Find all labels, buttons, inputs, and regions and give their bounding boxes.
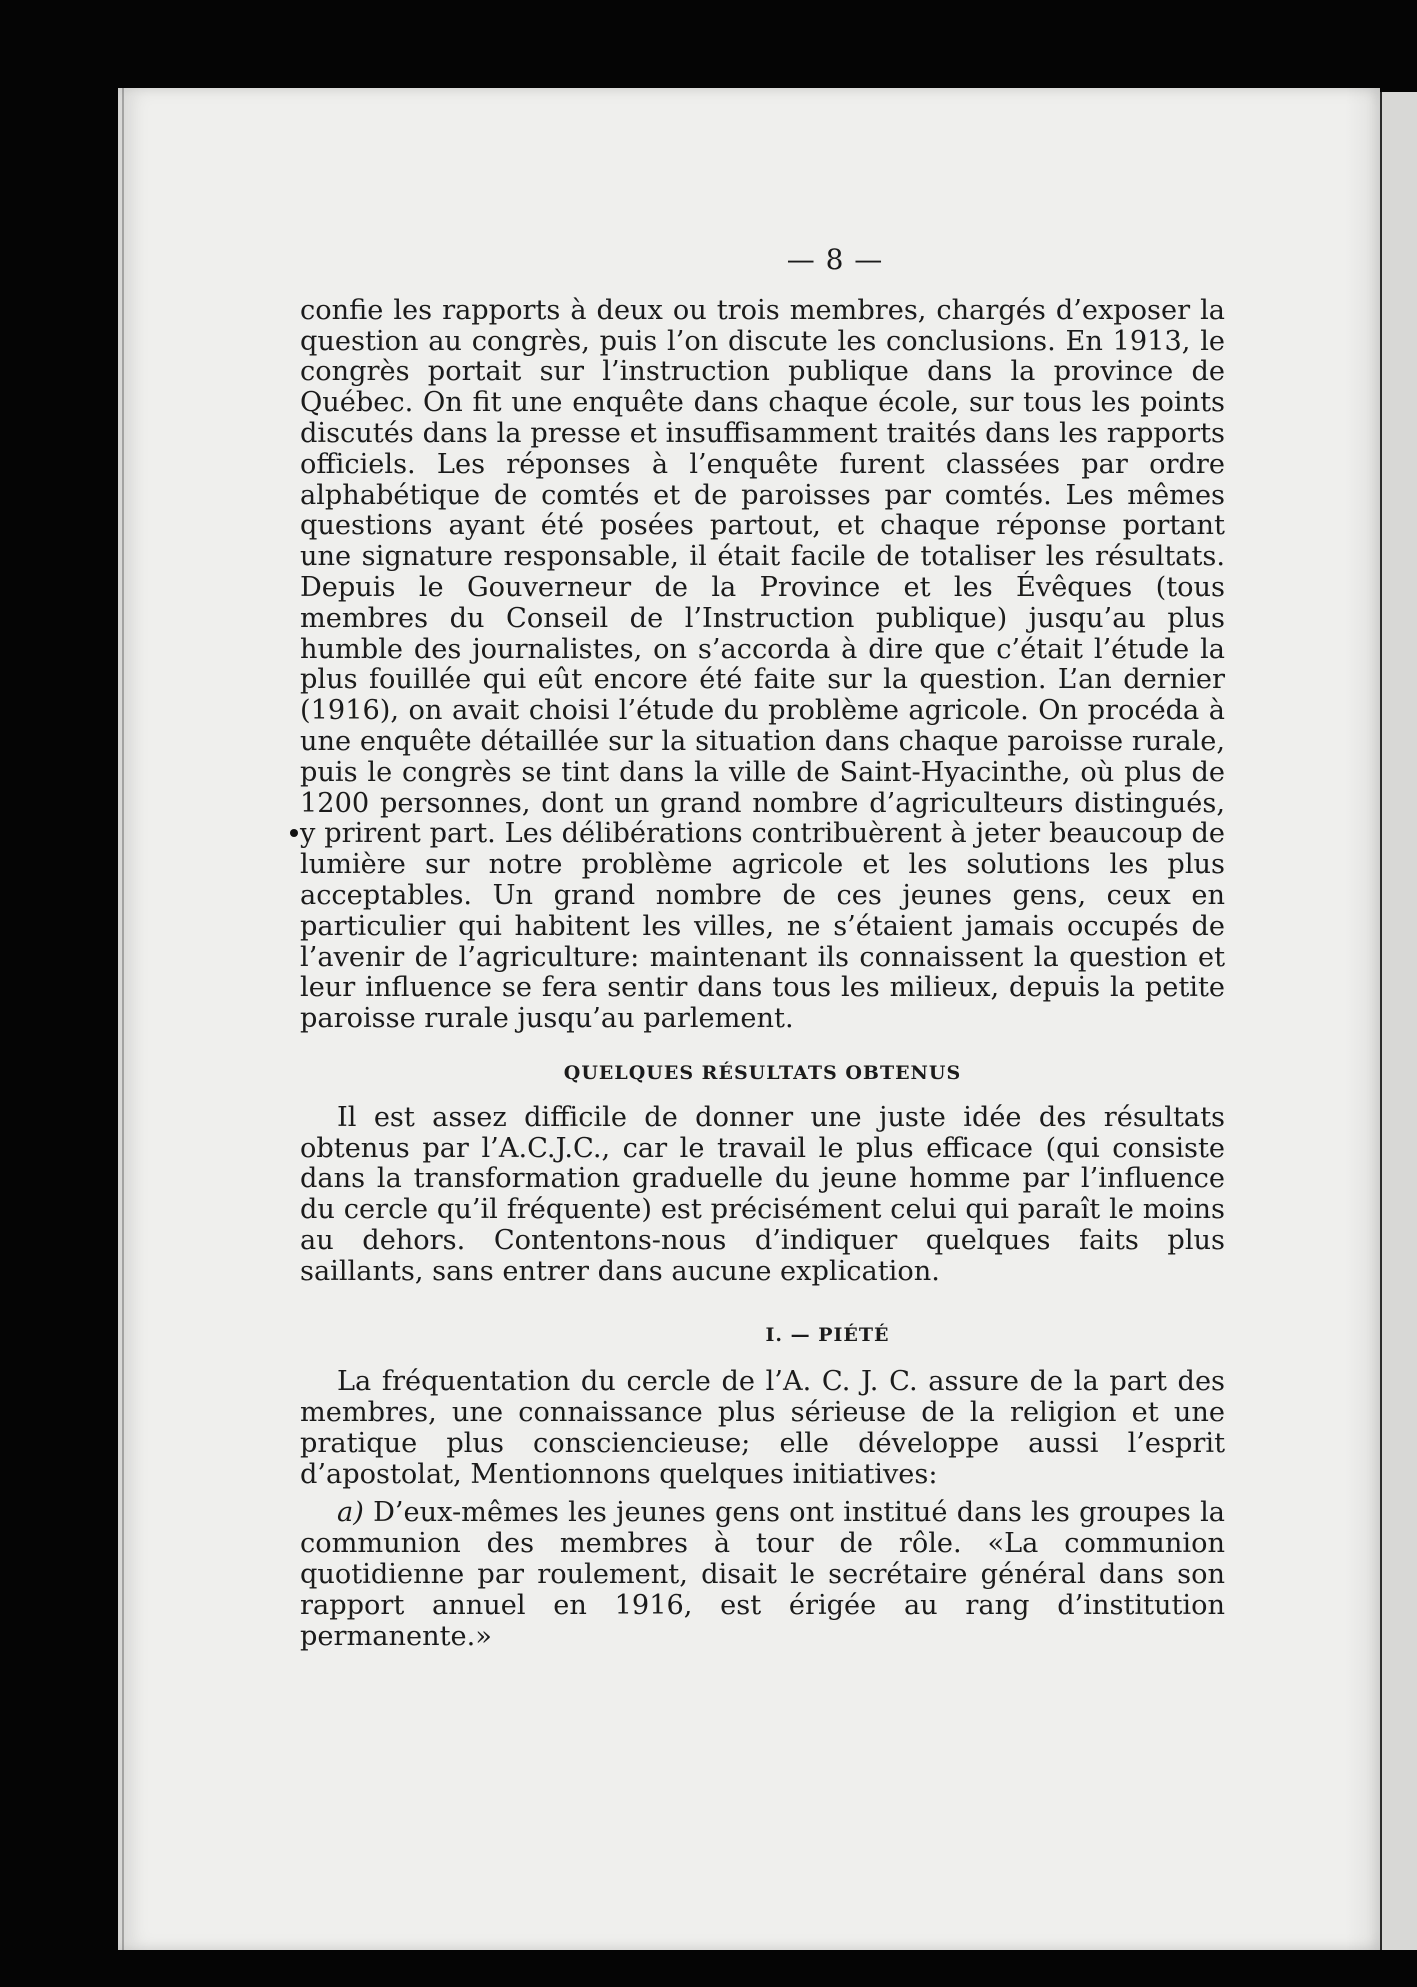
paragraph-results: Il est assez difficile de donner une juste idée des résultats obtenus par l’A.C.J.C., car le travail le plus efficace (qui consiste dans la transformation graduelle du jeune homme par l’influence du cercle qu’il fréquente) est précisément celui qui paraît le moins au dehors. Contentons-nous d’indiquer quelques faits plus saillants, sans entrer dans aucune explication. <box>300 1101 1225 1287</box>
adjacent-page-edge <box>1380 92 1417 1950</box>
section-heading-piete: I. — PIÉTÉ <box>765 1323 890 1346</box>
page-content <box>300 245 1225 1652</box>
section-heading-results: QUELQUES RÉSULTATS OBTENUS <box>563 1061 962 1084</box>
page-number: — 8 — <box>786 243 884 276</box>
list-marker-a: a) <box>337 1497 364 1529</box>
paragraph-congres: confie les rapports à deux ou trois membres, chargés d’exposer la question au congrès, puis l’on discute les conclusions. En 1913, le congrès portait sur l’instruction publique dans la province de Québec. On fit une enquête dans chaque école, sur tous les points discutés dans la presse et insuffisamment traités dans les rapports officiels. Les réponses à l’enquête furent classées par ordre alphabétique de comtés et de paroisses par comtés. Les mêmes questions ayant été posées partout, et chaque réponse portant une signature responsable, il était facile de totaliser les résultats. Depuis le Gouverneur de la Province et les Évêques (tous membres du Conseil de l’Instruction publique) jusqu’au plus humble des journalistes, on s’accorda à dire que c’était l’étude la plus fouillée qui eût encore été faite sur la question. L’an dernier (1916), on avait choisi l’étude du problème agricole. On procéda à une enquête détaillée sur la situation dans chaque paroisse rurale, puis le congrès se tint dans la ville de Saint-Hyacinthe, où plus de 1200 personnes, dont un grand nombre d’agriculteurs distingués, y prirent part. Les délibérations contribuèrent à jeter beaucoup de lumière sur notre problème agricole et les solutions les plus acceptables. Un grand nombre de ces jeunes gens, ceux en particulier qui habitent les villes, ne s’étaient jamais occupés de l’avenir de l’agriculture: maintenant ils connaissent la question et leur influence se fera sentir dans tous les milieux, depuis la petite paroisse rurale jusqu’au parlement. <box>300 294 1225 1035</box>
page-left-edge <box>122 88 124 1950</box>
paragraph-piete: La fréquentation du cercle de l’A. C. J. C. assure de la part des membres, une connaissance plus sérieuse de la religion et une pratique plus consciencieuse; elle développe aussi l’esprit d’apostolat, Mentionnons quelques initiatives: <box>300 1366 1225 1490</box>
page-mark <box>290 829 298 837</box>
paragraph-communion-text: D’eux-mêmes les jeunes gens ont institué dans les groupes la communion des membres à tour de rôle. «La communion quotidienne par roulement, disait le secrétaire général dans son rapport annuel en 1916, est érigée au rang d’institution permanente.» <box>300 1497 1225 1652</box>
paragraph-communion <box>300 1498 1225 1652</box>
